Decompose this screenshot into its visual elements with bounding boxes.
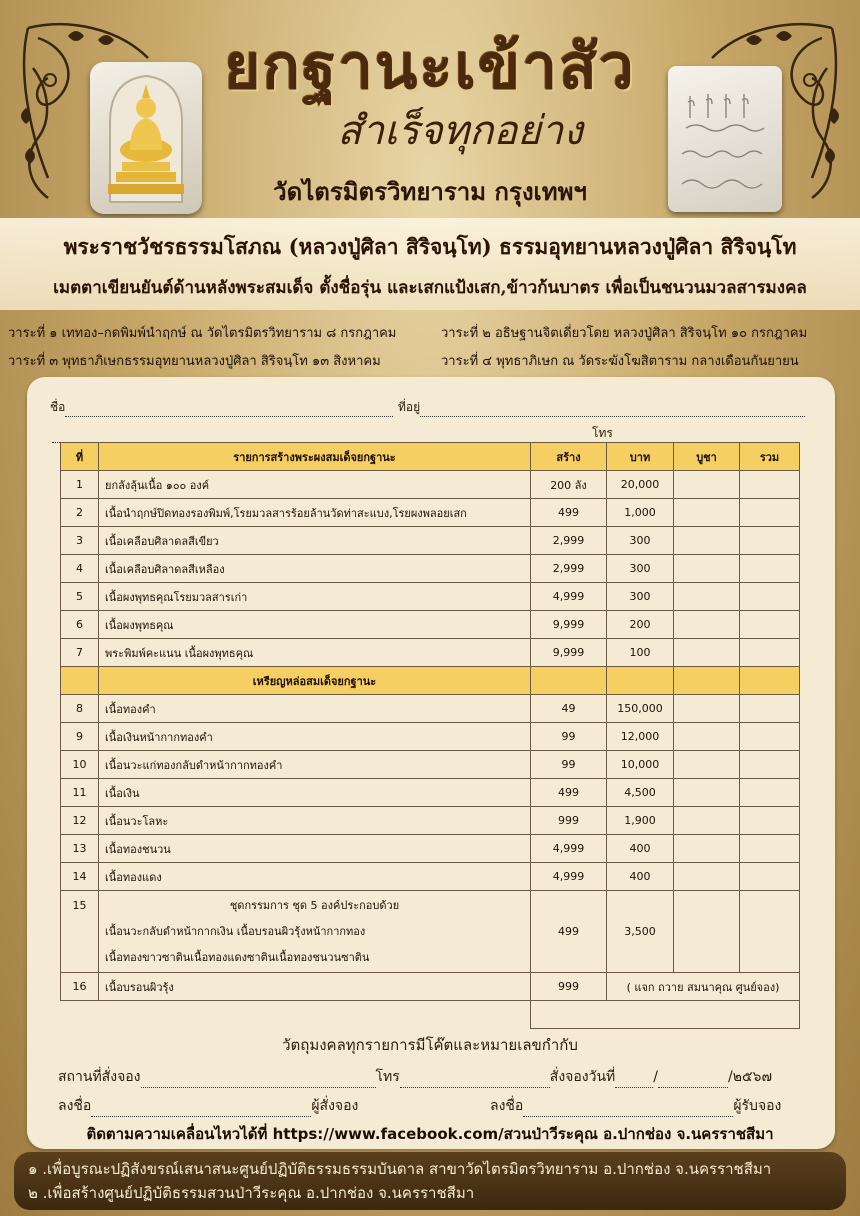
buddha-icon xyxy=(90,62,202,214)
table-row xyxy=(61,555,800,583)
row-item: เนื้อนวะโลหะ xyxy=(99,807,531,835)
row-order-cell[interactable] xyxy=(674,723,740,751)
table-header-row xyxy=(61,443,800,471)
row-no: 12 xyxy=(61,807,99,835)
table-row xyxy=(61,527,800,555)
section-blank xyxy=(531,667,607,695)
table-row xyxy=(61,583,800,611)
orderer-label: ผู้สั่งจอง xyxy=(311,1098,359,1114)
table-total-row xyxy=(61,1001,800,1029)
row-total-cell[interactable] xyxy=(740,807,800,835)
row-qty: 99 xyxy=(531,723,607,751)
row-order-cell[interactable] xyxy=(674,611,740,639)
row-note: ( แจก ถวาย สมนาคุณ ศูนย์จอง) xyxy=(607,973,800,1001)
row-qty: 49 xyxy=(531,695,607,723)
row-order-cell[interactable] xyxy=(674,863,740,891)
schedule-item-3: วาระที่ ๓ พุทธาภิเษกธรรมอุทยานหลวงปู่ศิลา สิริจนฺโท ๑๓ สิงหาคม xyxy=(8,354,381,369)
row-no: 13 xyxy=(61,835,99,863)
section-blank xyxy=(607,667,674,695)
orderer-sign-label: ลงชื่อ xyxy=(58,1098,92,1114)
row-price: 12,000 xyxy=(607,723,674,751)
table-row xyxy=(61,779,800,807)
row-qty: 4,999 xyxy=(531,835,607,863)
header xyxy=(0,0,860,215)
name-field[interactable] xyxy=(50,398,393,417)
footer-line-1: ๑ .เพื่อบูรณะปฏิสังขรณ์เสนาสนะศูนย์ปฏิบัติธรรมธรรมบันดาล สาขาวัดไตรมิตรวิทยาราม อ.ปากช่อง จ.นครราชสีมา xyxy=(28,1160,772,1178)
row-qty: 999 xyxy=(531,973,607,1001)
row-total-cell[interactable] xyxy=(740,723,800,751)
orderer-dots xyxy=(91,1105,311,1117)
row-order-cell[interactable] xyxy=(674,583,740,611)
table-row xyxy=(61,891,800,973)
row-qty: 4,999 xyxy=(531,863,607,891)
receiver-label: ผู้รับจอง xyxy=(733,1098,782,1114)
row-item: เนื้อเงิน xyxy=(99,779,531,807)
row-item: เนื้อนำฤกษ์ปิดทองรองพิมพ์,โรยมวลสารร้อยล้านวัดท่าสะแบง,โรยผงพลอยเสก xyxy=(99,499,531,527)
row-total-cell[interactable] xyxy=(740,611,800,639)
row-item: เนื้อนวะแก่ทองกลับดำหน้ากากทองคำ xyxy=(99,751,531,779)
row-price: 300 xyxy=(607,583,674,611)
row-no: 5 xyxy=(61,583,99,611)
row-no: 1 xyxy=(61,471,99,499)
row-qty: 499 xyxy=(531,779,607,807)
row-order-cell[interactable] xyxy=(674,835,740,863)
footer-line-2: ๒ .เพื่อสร้างศูนย์ปฏิบัติธรรมสวนป่าวีระคุณ อ.ปากช่อง จ.นครราชสีมา xyxy=(28,1184,475,1202)
row-qty: 200 ลัง xyxy=(531,471,607,499)
row-price: 300 xyxy=(607,555,674,583)
booking-phone-dots xyxy=(400,1076,550,1088)
table-row xyxy=(61,639,800,667)
row-item: เนื้อเงินหน้ากากทองคำ xyxy=(99,723,531,751)
row-order-cell[interactable] xyxy=(674,527,740,555)
main-title: ยกฐานะเข้าสัว xyxy=(224,30,636,103)
row-price: 20,000 xyxy=(607,471,674,499)
receiver-sign-label: ลงชื่อ xyxy=(490,1098,524,1114)
receiver-dots xyxy=(523,1105,733,1117)
header-no: ที่ xyxy=(61,443,99,471)
row-price: 400 xyxy=(607,835,674,863)
schedule-item-1: วาระที่ ๑ เททอง–กดพิมพ์นำฤกษ์ ณ วัดไตรมิตรวิทยาราม ๘ กรกฎาคม xyxy=(8,326,397,341)
row-item: เนื้อทองแดง xyxy=(99,863,531,891)
row-no: 14 xyxy=(61,863,99,891)
schedule-item-4: วาระที่ ๔ พุทธาภิเษก ณ วัดระฆังโฆสิตาราม กลางเดือนกันยายน xyxy=(441,354,799,369)
buddha-amulet-front-image xyxy=(90,62,202,214)
blank-cell xyxy=(61,1001,99,1029)
row-no: 15 xyxy=(61,891,99,973)
table-row xyxy=(61,751,800,779)
row-order-cell[interactable] xyxy=(674,751,740,779)
row-no: 11 xyxy=(61,779,99,807)
row-qty: 499 xyxy=(531,891,607,973)
row-price: 200 xyxy=(607,611,674,639)
row-no: 2 xyxy=(61,499,99,527)
section-blank xyxy=(61,667,99,695)
date-label: สั่งจองวันที่ xyxy=(549,1069,616,1085)
intro-line-1: พระราชวัชรธรรมโสภณ (หลวงปู่ศิลา สิริจนฺโท) ธรรมอุทยานหลวงปู่ศิลา สิริจนฺโท xyxy=(63,234,797,259)
row-item: เนื้อเคลือบศิลาดลสีเหลือง xyxy=(99,555,531,583)
row-total-cell[interactable] xyxy=(740,779,800,807)
row-no: 7 xyxy=(61,639,99,667)
footer-panel xyxy=(14,1152,846,1210)
follow-link[interactable]: ติดตามความเคลื่อนไหวได้ที่ https://www.facebook.com/สวนป่าวีระคุณ อ.ปากช่อง จ.นครราชสีมา xyxy=(86,1125,774,1143)
order-table xyxy=(60,442,800,1029)
row-qty: 2,999 xyxy=(531,527,607,555)
row-order-cell[interactable] xyxy=(674,499,740,527)
table-row xyxy=(61,695,800,723)
table-row xyxy=(61,807,800,835)
header-price: บาท xyxy=(607,443,674,471)
booking-phone-label: โทร xyxy=(375,1069,400,1085)
receiver-sign-field[interactable] xyxy=(490,1095,781,1117)
row-qty: 9,999 xyxy=(531,639,607,667)
row-no: 3 xyxy=(61,527,99,555)
phone-label: โทร xyxy=(592,426,613,440)
row-qty: 99 xyxy=(531,751,607,779)
row-price: 100 xyxy=(607,639,674,667)
grand-total-cell[interactable] xyxy=(531,1001,800,1029)
row-no: 6 xyxy=(61,611,99,639)
row-total-cell[interactable] xyxy=(740,835,800,863)
table-row xyxy=(61,973,800,1001)
row-item: พระพิมพ์คะแนน เนื้อผงพุทธคุณ xyxy=(99,639,531,667)
phone-field[interactable] xyxy=(52,424,783,443)
date-sep: / xyxy=(653,1069,659,1085)
row-item: ยกลังลุ้นเนื้อ ๑๐๐ องค์ xyxy=(99,471,531,499)
name-dots xyxy=(65,405,393,417)
row-order-cell[interactable] xyxy=(674,695,740,723)
section-title: เหรียญหล่อสมเด็จยกฐานะ xyxy=(99,667,531,695)
temple-name: วัดไตรมิตรวิทยาราม กรุงเทพฯ xyxy=(273,178,587,206)
row-total-cell[interactable] xyxy=(740,891,800,973)
row-no: 4 xyxy=(61,555,99,583)
date-day-dots xyxy=(615,1076,653,1088)
row-total-cell[interactable] xyxy=(740,527,800,555)
row-no: 9 xyxy=(61,723,99,751)
row15-line2: เนื้อทองขาวซาตินเนื้อทองแดงซาตินเนื้อทองชนวนซาติน xyxy=(105,950,370,964)
row-total-cell[interactable] xyxy=(740,863,800,891)
address-label: ที่อยู่ xyxy=(398,400,421,414)
row-item: เนื้อทองชนวน xyxy=(99,835,531,863)
section-header-row xyxy=(61,667,800,695)
section-blank xyxy=(740,667,800,695)
row-order-cell[interactable] xyxy=(674,639,740,667)
row-qty: 999 xyxy=(531,807,607,835)
row-price: 1,000 xyxy=(607,499,674,527)
yantra-script-icon xyxy=(668,66,782,212)
row-total-cell[interactable] xyxy=(740,639,800,667)
row-order-cell[interactable] xyxy=(674,891,740,973)
table-row xyxy=(61,611,800,639)
place-label: สถานที่สั่งจอง xyxy=(58,1069,141,1085)
row-order-cell[interactable] xyxy=(674,555,740,583)
header-total: รวม xyxy=(740,443,800,471)
intro-line-2: เมตตาเขียนยันต์ด้านหลังพระสมเด็จ ตั้งชื่อรุ่น และเสกแป้งเสก,ข้าวก้นบาตร เพื่อเป็นชนวนมวลสารมงคล xyxy=(53,278,807,298)
row15-line1: เนื้อนวะกลับดำหน้ากากเงิน เนื้อบรอนผิวรุ้งหน้ากากทอง xyxy=(105,924,366,938)
amulet-back-image xyxy=(668,66,782,212)
address-dots xyxy=(420,405,805,417)
row-order-cell[interactable] xyxy=(674,807,740,835)
row-total-cell[interactable] xyxy=(740,499,800,527)
row-total-cell[interactable] xyxy=(740,751,800,779)
schedule-item-2: วาระที่ ๒ อธิษฐานจิตเดี่ยวโดย หลวงปู่ศิลา สิริจนฺโท ๑๐ กรกฎาคม xyxy=(441,326,808,341)
date-month-dots xyxy=(658,1076,728,1088)
row-total-cell[interactable] xyxy=(740,583,800,611)
row-qty: 2,999 xyxy=(531,555,607,583)
row-no: 10 xyxy=(61,751,99,779)
row-total-cell[interactable] xyxy=(740,695,800,723)
row-price: 300 xyxy=(607,527,674,555)
booking-place-field[interactable] xyxy=(58,1066,772,1088)
row-price: 3,500 xyxy=(607,891,674,973)
row-qty: 499 xyxy=(531,499,607,527)
row-order-cell[interactable] xyxy=(674,471,740,499)
row-total-cell[interactable] xyxy=(740,471,800,499)
row15-head: ชุดกรรมการ ชุด 5 องค์ประกอบด้วย xyxy=(229,898,400,912)
name-label: ชื่อ xyxy=(50,400,66,414)
row-no: 16 xyxy=(61,973,99,1001)
header-order: บูชา xyxy=(674,443,740,471)
table-row xyxy=(61,863,800,891)
row-price: 4,500 xyxy=(607,779,674,807)
row-item-multiline xyxy=(99,891,531,973)
row-qty: 4,999 xyxy=(531,583,607,611)
row-qty: 9,999 xyxy=(531,611,607,639)
header-item: รายการสร้างพระผงสมเด็จยกฐานะ xyxy=(99,443,531,471)
place-dots xyxy=(141,1076,376,1088)
row-item: เนื้อผงพุทธคุณ xyxy=(99,611,531,639)
blank-cell xyxy=(99,1001,531,1029)
section-blank xyxy=(674,667,740,695)
row-no: 8 xyxy=(61,695,99,723)
table-row xyxy=(61,499,800,527)
row-price: 400 xyxy=(607,863,674,891)
table-row xyxy=(61,835,800,863)
address-field[interactable] xyxy=(398,398,805,417)
row-item: เนื้อเคลือบศิลาดลสีเขียว xyxy=(99,527,531,555)
row-price: 150,000 xyxy=(607,695,674,723)
row-order-cell[interactable] xyxy=(674,779,740,807)
row-total-cell[interactable] xyxy=(740,555,800,583)
row-price: 10,000 xyxy=(607,751,674,779)
table-row xyxy=(61,723,800,751)
header-qty: สร้าง xyxy=(531,443,607,471)
row-item: เนื้อผงพุทธคุณโรยมวลสารเก่า xyxy=(99,583,531,611)
serial-note: วัตถุมงคลทุกรายการมีโค๊ตและหมายเลขกำกับ xyxy=(282,1036,578,1054)
row-price: 1,900 xyxy=(607,807,674,835)
table-row xyxy=(61,471,800,499)
script-subtitle: สำเร็จทุกอย่าง xyxy=(337,108,583,154)
date-year: /๒๕๖๗ xyxy=(728,1069,772,1085)
orderer-sign-field[interactable] xyxy=(58,1095,358,1117)
row-item: เนื้อทองคำ xyxy=(99,695,531,723)
row-item: เนื้อบรอนผิวรุ้ง xyxy=(99,973,531,1001)
